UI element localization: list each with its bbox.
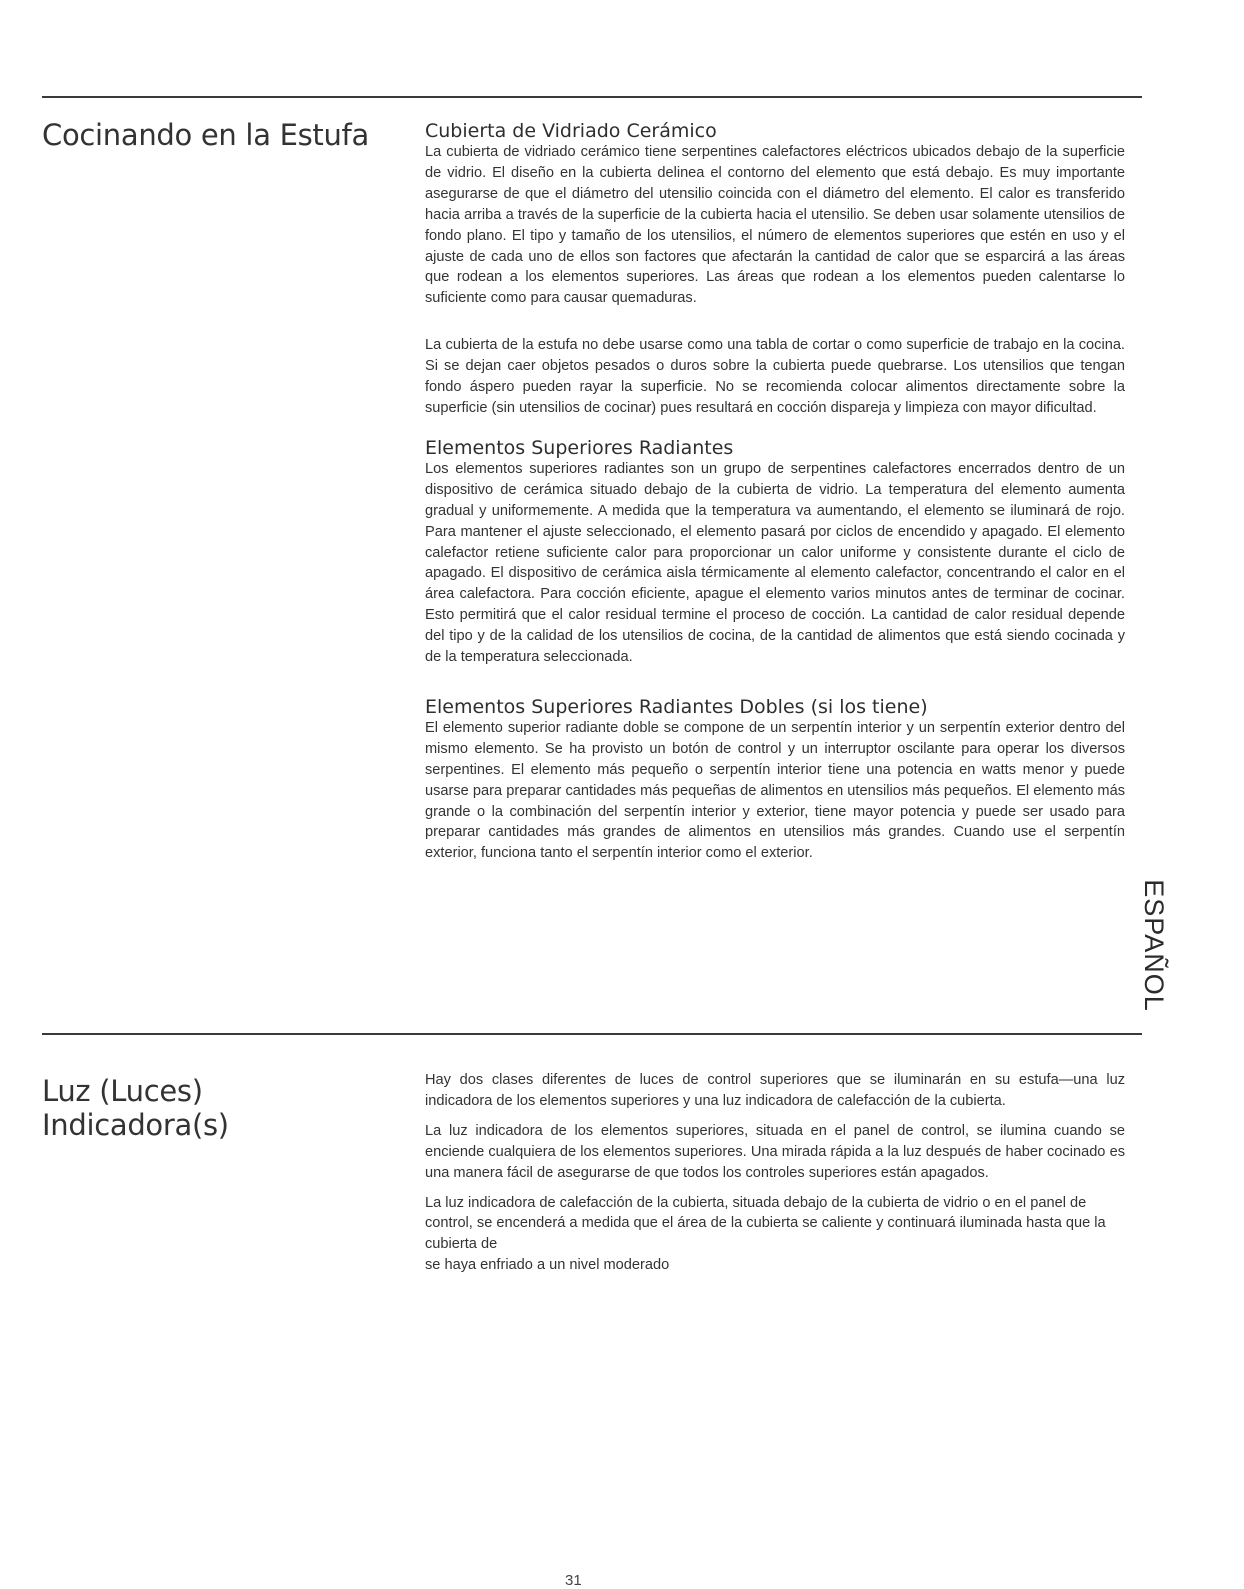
section-body-cooking bbox=[425, 120, 1125, 864]
language-side-tab bbox=[1128, 870, 1178, 1020]
subheading-ceramic-glass: Cubierta de Vidriado Cerámico bbox=[425, 120, 717, 142]
paragraph-dual-radiant-elements: El elemento superior radiante doble se compone de un serpentín interior y un serpentín exterior dentro del mismo elemento. Se ha provisto un botón de control y un interruptor oscilante para operar los diversos serpentines. El elemento más pequeño o serpentín interior tiene una potencia en watts menor y puede usarse para preparar cantidades más pequeñas de alimentos en utensilios más pequeños. El elemento más grande o la combinación del serpentín interior y exterior, tiene mayor potencia y puede ser usado para preparar cantidades más grandes de alimentos en utensilios más grandes. Cuando use el serpentín exterior, funciona tanto el serpentín interior como el exterior. bbox=[425, 719, 1125, 862]
paragraph-ceramic-glass-2: La cubierta de la estufa no debe usarse como una tabla de cortar o como superficie de trabajo en la cocina. Si se dejan caer objetos pesados o duros sobre la cubierta puede quebrarse. Los utensilios que tengan fondo áspero pueden rayar la superficie. No se recomienda colocar alimentos directamente sobre la superficie (sin utensilios de cocinar) pues resultará en cocción dispareja y limpieza con mayor dificultad. bbox=[425, 337, 1125, 416]
section-title-cooking: Cocinando en la Estufa bbox=[42, 118, 369, 152]
language-side-tab-label: ESPAÑOL bbox=[1138, 878, 1169, 1012]
page-number: 31 bbox=[565, 1572, 582, 1589]
section-body-indicator-lights bbox=[425, 1070, 1125, 1276]
section-title-indicator-lights bbox=[42, 1074, 229, 1142]
subheading-radiant-elements: Elementos Superiores Radiantes bbox=[425, 436, 734, 459]
top-divider bbox=[42, 96, 1142, 98]
paragraph-indicator-lights-1: Hay dos clases diferentes de luces de control superiores que se iluminarán en su estufa—una luz indicadora de los elementos superiores y una luz indicadora de calefacción de la cubierta. bbox=[425, 1072, 1125, 1109]
subheading-dual-radiant-elements: Elementos Superiores Radiantes Dobles (si los tiene) bbox=[425, 695, 928, 718]
paragraph-ceramic-glass-1: La cubierta de vidriado cerámico tiene serpentines calefactores eléctricos ubicados debajo de la superficie de vidrio. El diseño en la cubierta delinea el contorno del elemento que está debajo. Es muy importante asegurarse de que el diámetro del utensilio coincida con el diámetro del elemento. El calor es transferido hacia arriba a través de la superficie de la cubierta hacia el utensilio. Se deben usar solamente utensilios de fondo plano. El tipo y tamaño de los utensilios, el número de elementos superiores que estén en uso y el ajuste de cada uno de ellos son factores que afectarán la cantidad de calor que se esparcirá a las áreas que rodean a los elementos superiores. Las áreas que rodean a los elementos pueden calentarse lo suficiente como para causar quemaduras. bbox=[425, 144, 1125, 307]
middle-divider bbox=[42, 1033, 1142, 1035]
paragraph-indicator-lights-3: La luz indicadora de calefacción de la cubierta, situada debajo de la cubierta de vidrio o en el panel de control, se encenderá a medida que el área de la cubierta se caliente y continuará iluminada hasta que la cubierta de bbox=[425, 1194, 1106, 1253]
paragraph-indicator-lights-3-cont: se haya enfriado a un nivel moderado bbox=[425, 1257, 670, 1274]
section-title-indicator-lights-line1: Luz (Luces) bbox=[42, 1074, 203, 1108]
paragraph-radiant-elements: Los elementos superiores radiantes son un grupo de serpentines calefactores encerrados dentro de un dispositivo de cerámica situado debajo de la cubierta de vidrio. La temperatura del elemento aumenta gradual y uniformemente. A medida que la temperatura va aumentando, el elemento se iluminará de rojo. Para mantener el ajuste seleccionado, el elemento pasará por ciclos de encendido y apagado. El elemento calefactor retiene suficiente calor para proporcionar un calor uniforme y consistente durante el ciclo de apagado. El dispositivo de cerámica aisla térmicamente al elemento calefactor, concentrando el calor en el área calefactora. Para cocción eficiente, apague el elemento varios minutos antes de terminar de cocinar. Esto permitirá que el calor residual termine el proceso de cocción. La cantidad de calor residual depende del tipo y de la calidad de los utensilios de cocina, de la cantidad de alimentos que está siendo cocinada y de la temperatura seleccionada. bbox=[425, 460, 1125, 666]
paragraph-indicator-lights-2: La luz indicadora de los elementos superiores, situada en el panel de control, se ilumina cuando se enciende cualquiera de los elementos superiores. Una mirada rápida a la luz después de haber cocinado es una manera fácil de asegurarse de que todos los controles superiores están apagados. bbox=[425, 1122, 1125, 1181]
section-title-indicator-lights-line2: Indicadora(s) bbox=[42, 1108, 229, 1142]
